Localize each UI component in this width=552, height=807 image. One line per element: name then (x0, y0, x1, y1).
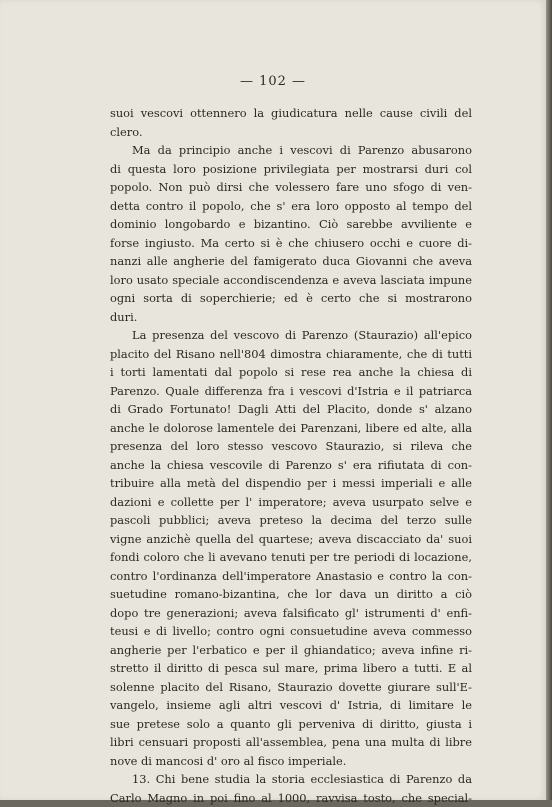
text-line: dominio longobardo e bizantino. Ciò sarebbe avviliente e (110, 215, 472, 234)
text-line: suetudine romano-bizantina, che lor dava un diritto a ciò (110, 585, 472, 604)
text-line: dopo tre generazioni; aveva falsificato gl' istrumenti d' enfi- (110, 604, 472, 623)
text-line: libri censuari proposti all'assemblea, pena una multa di libre (110, 733, 472, 752)
text-line: nanzi alle angherie del famigerato duca Giovanni che aveva (110, 252, 472, 271)
text-line: Parenzo. Quale differenza fra i vescovi d'Istria e il patriarca (110, 382, 472, 401)
text-line: nove di mancosi d' oro al fisco imperiale. (110, 752, 472, 771)
text-line: angherie per l'erbatico e per il ghiandatico; aveva infine ri- (110, 641, 472, 660)
page-number: — 102 — (0, 74, 546, 89)
text-line: i torti lamentati dal popolo si rese rea anche la chiesa di (110, 363, 472, 382)
text-line: detta contro il popolo, che s' era loro opposto al tempo del (110, 197, 472, 216)
text-line: Ma da principio anche i vescovi di Parenzo abusarono (110, 141, 472, 160)
text-line: tribuire alla metà del dispendio per i messi imperiali e alle (110, 474, 472, 493)
text-line: popolo. Non può dirsi che volessero fare uno sfogo di ven- (110, 178, 472, 197)
text-line: vangelo, insieme agli altri vescovi d' Istria, di limitare le (110, 696, 472, 715)
text-line: teusi e di livello; contro ogni consuetudine aveva commesso (110, 622, 472, 641)
text-line: suoi vescovi ottennero la giudicatura nelle cause civili del (110, 104, 472, 123)
text-line: placito del Risano nell'804 dimostra chiaramente, che di tutti (110, 345, 472, 364)
text-line: sue pretese solo a quanto gli perveniva di diritto, giusta i (110, 715, 472, 734)
text-line: fondi coloro che li avevano tenuti per tre periodi di locazione, (110, 548, 472, 567)
text-line: La presenza del vescovo di Parenzo (Staurazio) all'epico (110, 326, 472, 345)
text-line: duri. (110, 308, 472, 327)
text-line: Carlo Magno in poi fino al 1000, ravvisa tosto, che special- (110, 789, 472, 807)
text-line: 13. Chi bene studia la storia ecclesiastica di Parenzo da (110, 770, 472, 789)
text-line: forse ingiusto. Ma certo si è che chiusero occhi e cuore di- (110, 234, 472, 253)
text-line: di questa loro posizione privilegiata per mostrarsi duri col (110, 160, 472, 179)
text-line: clero. (110, 123, 472, 142)
text-line: pascoli pubblici; aveva preteso la decima del terzo sulle (110, 511, 472, 530)
page-edge (546, 0, 552, 800)
body-text (110, 104, 472, 807)
text-line: di Grado Fortunato! Dagli Atti del Placito, donde s' alzano (110, 400, 472, 419)
text-line: anche le dolorose lamentele dei Parenzani, libere ed alte, alla (110, 419, 472, 438)
text-line: vigne anzichè quella del quartese; aveva discacciato da' suoi (110, 530, 472, 549)
text-line: stretto il diritto di pesca sul mare, prima libero a tutti. E al (110, 659, 472, 678)
text-line: anche la chiesa vescovile di Parenzo s' era rifiutata di con- (110, 456, 472, 475)
text-line: solenne placito del Risano, Staurazio dovette giurare sull'E- (110, 678, 472, 697)
text-line: dazioni e collette per l' imperatore; aveva usurpato selve e (110, 493, 472, 512)
text-line: presenza del loro stesso vescovo Staurazio, si rileva che (110, 437, 472, 456)
text-line: ogni sorta di soperchierie; ed è certo che si mostrarono (110, 289, 472, 308)
text-line: contro l'ordinanza dell'imperatore Anastasio e contro la con- (110, 567, 472, 586)
text-line: loro usato speciale accondiscendenza e aveva lasciata impune (110, 271, 472, 290)
